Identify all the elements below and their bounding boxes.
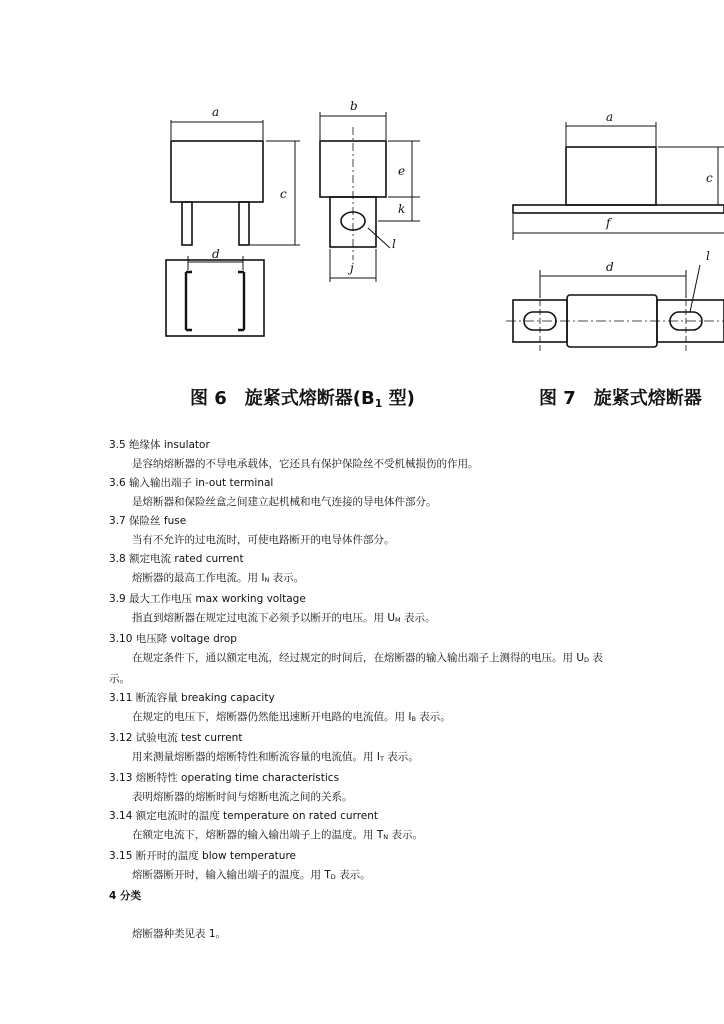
section-heading: 3.14 额定电流时的温度 temperature on rated current (109, 810, 379, 822)
fig6-title: 旋紧式熔断器(B (244, 388, 375, 409)
section-body: 表明熔断器的熔断时间与熔断电流之间的关系。 (132, 791, 353, 803)
fig7-caption (539, 384, 702, 410)
section-heading: 3.13 熔断特性 operating time characteristics (109, 772, 340, 784)
dim-a-label: a (212, 105, 220, 119)
dim-l-label: l (392, 237, 396, 251)
section-body: 是熔断器和保险丝盒之间建立起机械和电气连接的导电体件部分。 (132, 496, 437, 508)
section-body: 当有不允许的过电流时，可使电路断开的电导体件部分。 (132, 534, 395, 546)
dim-d-label: d (212, 247, 220, 261)
section-heading: 3.5 绝缘体 insulator (109, 439, 210, 451)
dim-c-label: c (280, 187, 287, 201)
dim-f-label: f (606, 216, 611, 230)
fig7-dim-l-label: l (706, 249, 710, 263)
fig6-subscript: 1 (374, 397, 383, 410)
dim-e-label: e (398, 164, 406, 178)
fig7-dim-c-label: c (706, 171, 713, 185)
section-body: 在规定的电压下，熔断器仍然能迅速断开电路的电流值。用 $I_B$ 表示。 (132, 711, 451, 723)
fig6-number: 图 6 (190, 388, 227, 409)
fig7-front-view (513, 110, 724, 240)
section-body: 在规定条件下，通以额定电流，经过规定的时间后，在熔断器的输入输出端子上测得的电压。用 $U_D$ 表 (132, 652, 603, 664)
fig6-caption (190, 384, 415, 410)
section-body: 是容纳熔断器的不导电承载体，它还具有保护保险丝不受机械损伤的作用。 (132, 458, 479, 470)
section-body: 指直到熔断器在规定过电流下必须予以断开的电压。用 $U_M$ 表示。 (132, 612, 436, 624)
fig6-suffix: 型) (382, 388, 415, 409)
section-heading: 3.12 试验电流 test current (109, 732, 243, 744)
section-body: 熔断器的最高工作电流。用 $I_N$ 表示。 (132, 572, 305, 584)
section-heading: 3.7 保险丝 fuse (109, 515, 187, 527)
figure-area (0, 0, 724, 430)
section-body: 在额定电流下，熔断器的输入输出端子上的温度。用 $T_N$ 表示。 (132, 829, 423, 841)
fig7-number: 图 7 (539, 388, 576, 409)
dim-k-label: k (398, 202, 406, 216)
section-body: 熔断器断开时，输入输出端子的温度。用 $T_D$ 表示。 (132, 869, 371, 881)
fig7-title: 旋紧式熔断器 (593, 388, 702, 409)
section4-heading: 4 分类 (109, 890, 141, 902)
dim-b-label: b (350, 99, 358, 113)
section4-body: 熔断器种类见表 1。 (132, 928, 227, 940)
section-body: 用来测量熔断器的熔断特性和断流容量的电流值。用 $I_T$ 表示。 (132, 751, 419, 763)
fig7-top-view (506, 249, 724, 354)
section-heading: 3.8 额定电流 rated current (109, 553, 244, 565)
technical-drawings (0, 0, 724, 430)
section-heading: 3.6 输入输出端子 in-out terminal (109, 477, 274, 489)
spacer (109, 906, 721, 925)
section-body-continuation: 示。 (109, 673, 130, 685)
section-heading: 3.15 断开时的温度 blow temperature (109, 850, 296, 862)
fig7-dim-a-label: a (606, 110, 614, 124)
section-heading: 3.9 最大工作电压 max working voltage (109, 593, 306, 605)
dim-j-label: j (350, 261, 354, 275)
definitions-text (109, 436, 721, 944)
section-heading: 3.11 断流容量 breaking capacity (109, 692, 275, 704)
fig7-dim-d-label: d (606, 260, 614, 274)
fig6-side-view (320, 99, 420, 282)
fig6-front-view (171, 105, 300, 245)
fig6-bottom-view (166, 247, 264, 336)
section-heading: 3.10 电压降 voltage drop (109, 633, 237, 645)
